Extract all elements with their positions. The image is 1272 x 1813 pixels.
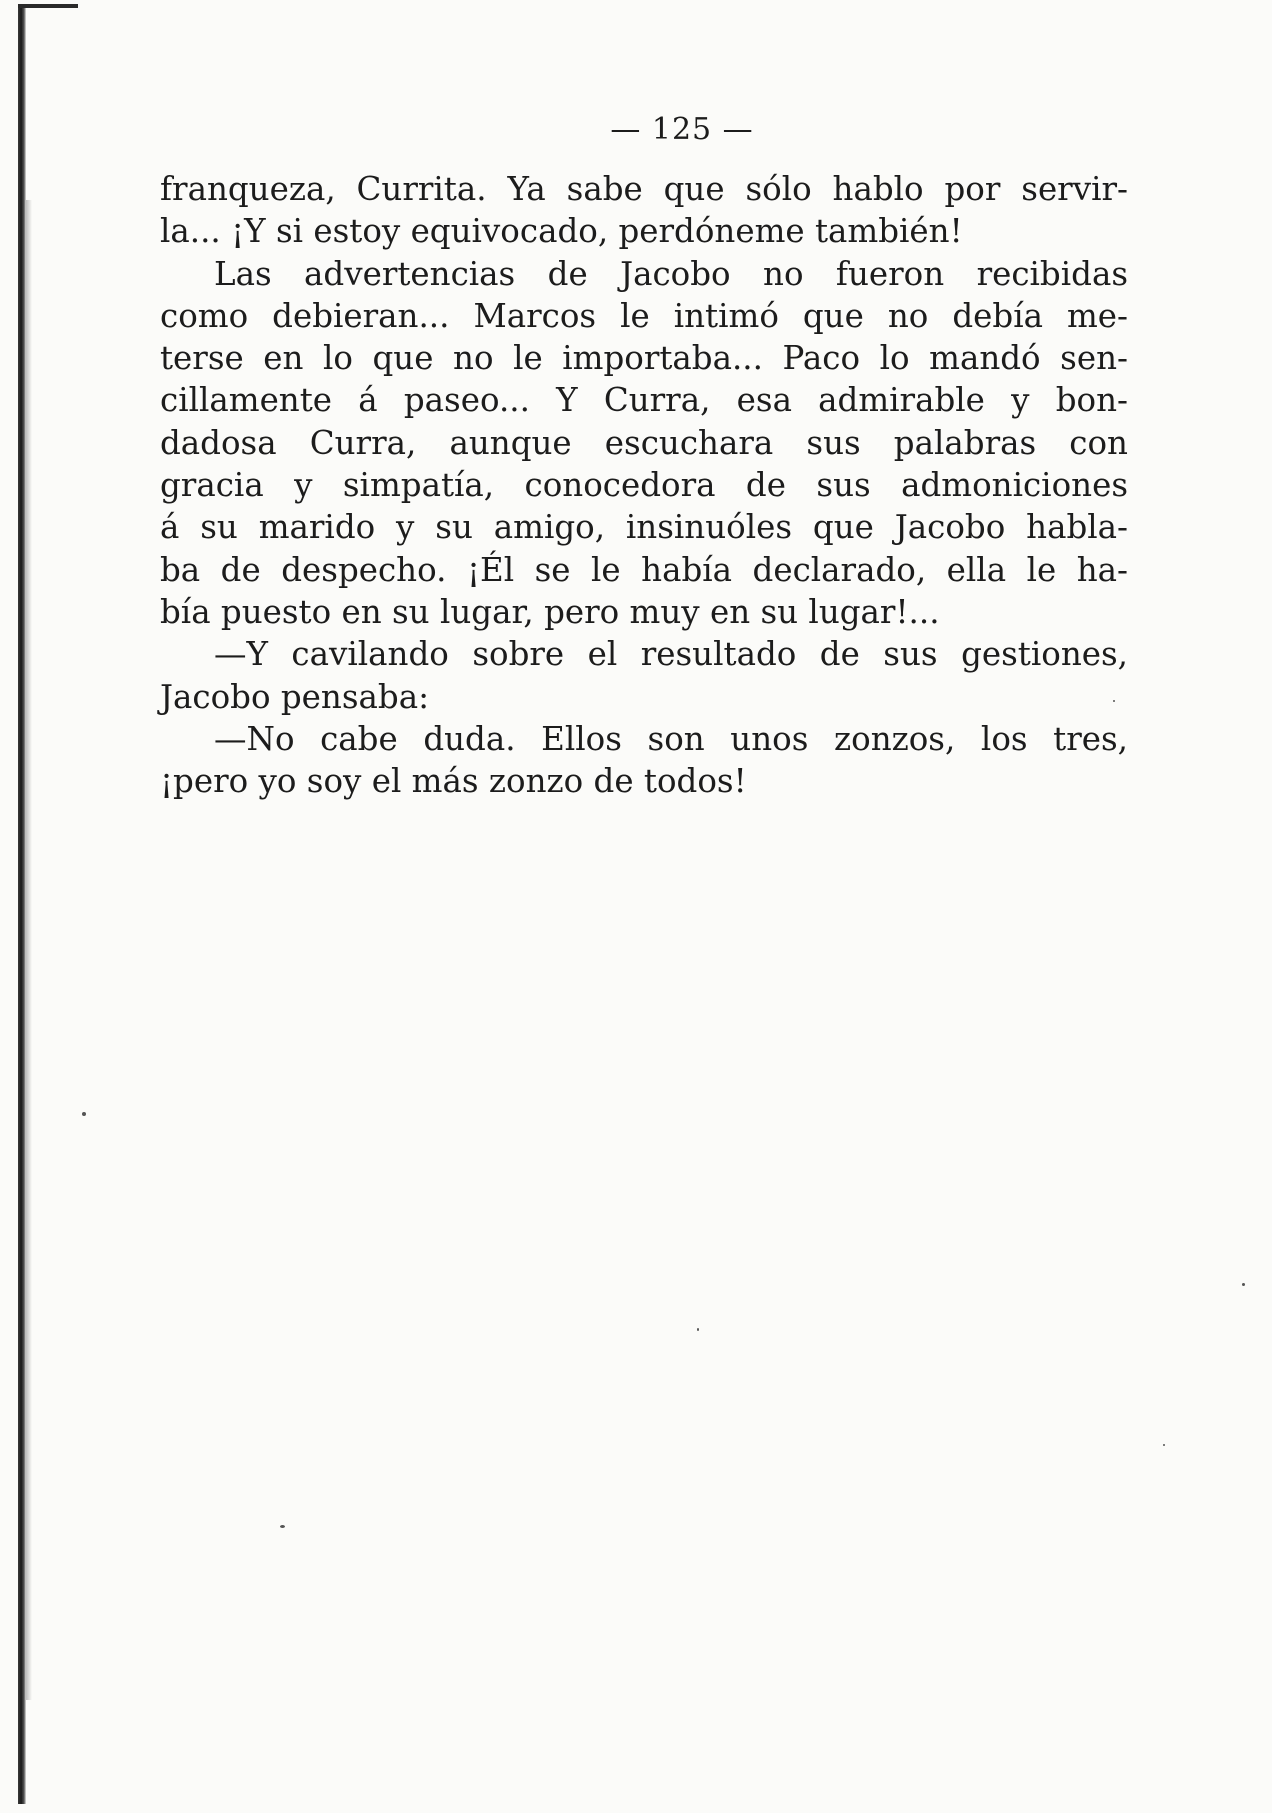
paper-speck xyxy=(1242,1283,1245,1286)
paper-speck xyxy=(82,1112,86,1116)
text-line: ¡pero yo soy el más zonzo de todos! xyxy=(160,762,747,801)
text-line: dadosa Curra, aunque escuchara sus palabras con xyxy=(160,423,1128,462)
page-binding-corner xyxy=(18,4,78,8)
page-binding-shadow xyxy=(26,200,32,1700)
text-line: —No cabe duda. Ellos son unos zonzos, los tres, xyxy=(214,719,1128,758)
text-line: bía puesto en su lugar, pero muy en su lugar!... xyxy=(160,592,940,631)
text-line: á su marido y su amigo, insinuóles que Jacobo habla- xyxy=(160,508,1128,547)
text-line: ba de despecho. ¡Él se le había declarado, ella le ha- xyxy=(160,550,1128,589)
paragraph xyxy=(160,168,1128,253)
text-line: Las advertencias de Jacobo no fueron recibidas xyxy=(214,254,1128,293)
paragraph xyxy=(160,253,1128,634)
text-line: terse en lo que no le importaba... Paco lo mandó sen- xyxy=(160,339,1128,378)
paragraph xyxy=(160,633,1128,718)
text-line: —Y cavilando sobre el resultado de sus gestiones, xyxy=(214,635,1128,674)
page-body-text xyxy=(160,168,1128,802)
page-number: — 125 — xyxy=(610,112,754,147)
paper-speck xyxy=(1163,1444,1165,1446)
page-binding-edge xyxy=(18,8,26,1804)
paragraph xyxy=(160,718,1128,803)
paper-speck xyxy=(1113,700,1115,702)
text-line: franqueza, Currita. Ya sabe que sólo hablo por servir- xyxy=(160,170,1128,208)
paper-speck xyxy=(280,1525,285,1528)
text-line: gracia y simpatía, conocedora de sus admoniciones xyxy=(160,466,1128,505)
paper-speck xyxy=(697,1328,699,1331)
text-line: Jacobo pensaba: xyxy=(160,677,430,716)
text-line: la... ¡Y si estoy equivocado, perdóneme también! xyxy=(160,212,963,251)
text-line: como debieran... Marcos le intimó que no debía me- xyxy=(160,296,1128,335)
text-line: cillamente á paseo... Y Curra, esa admirable y bon- xyxy=(160,381,1128,420)
